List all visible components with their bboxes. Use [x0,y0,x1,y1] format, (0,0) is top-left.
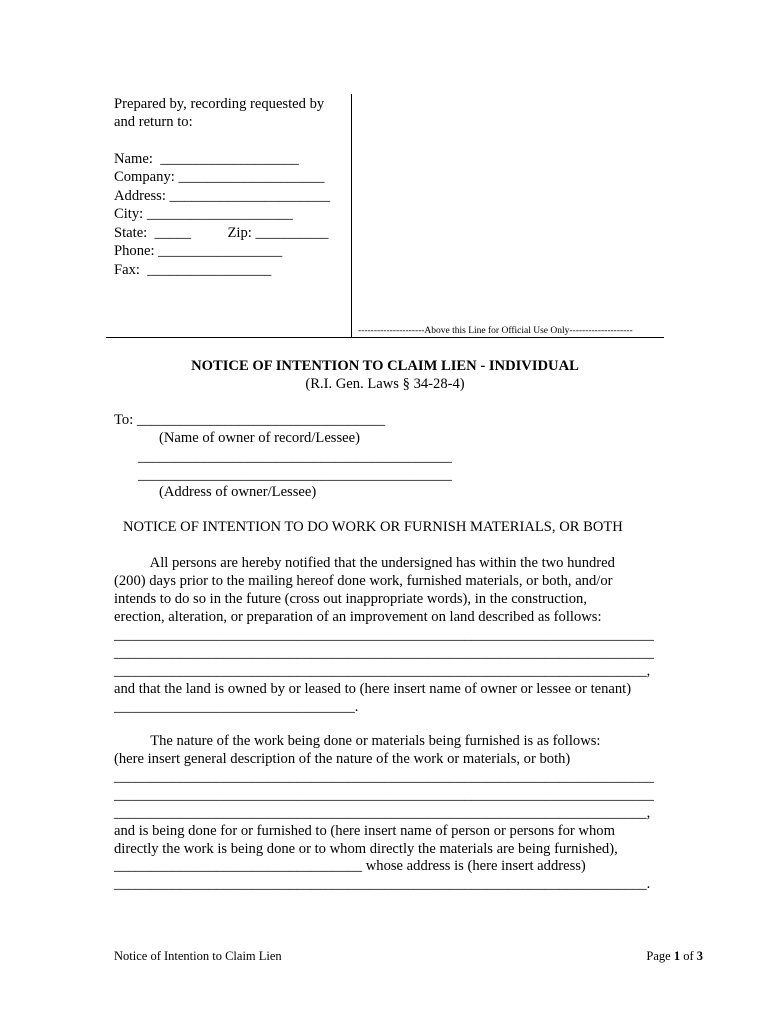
paragraph2-line: (here insert general description of the nature of the work or materials, or both) [114,751,571,767]
owner-address-line-2[interactable]: ___________________________________________ [138,467,452,483]
work-description-line-3[interactable]: _________________________________________________________________________, [114,805,651,821]
paragraph1-line: All persons are hereby notified that the undersigned has within the two hundred [114,555,615,571]
owner-lessee-name-line[interactable]: _________________________________. [114,699,359,715]
footer-document-name: Notice of Intention to Claim Lien [114,949,282,963]
name-field[interactable]: Name: ___________________ [114,151,299,167]
address-field[interactable]: Address: ______________________ [114,188,331,204]
page-word: Page [646,949,674,963]
company-field[interactable]: Company: ____________________ [114,169,325,185]
phone-field[interactable]: Phone: _________________ [114,243,283,259]
paragraph1-line: (200) days prior to the mailing hereof done work, furnished materials, or both, and/or [114,573,613,589]
state-zip-field[interactable]: State: _____ Zip: __________ [114,225,329,241]
notice-subtitle: NOTICE OF INTENTION TO DO WORK OR FURNISH MATERIALS, OR BOTH [123,519,623,535]
owner-address-line-1[interactable]: ___________________________________________ [138,449,452,465]
furnished-to-address-line[interactable]: _________________________________________________________________________. [114,876,651,892]
page-number: 1 [673,949,681,963]
paragraph2-line: and is being done for or furnished to (here insert name of person or persons for whom [114,823,615,839]
header-divider-horizontal [106,337,664,338]
work-description-line-1[interactable]: __________________________________________________________________________ [114,769,654,785]
page-indicator [646,948,703,964]
header-divider-vertical [351,94,352,338]
to-field[interactable]: To: __________________________________ [114,412,385,428]
paragraph2-line: directly the work is being done or to whom directly the materials are being furnished), [114,841,618,857]
city-field[interactable]: City: ____________________ [114,206,293,222]
paragraph1-line: erection, alteration, or preparation of an improvement on land described as follows: [114,609,602,625]
owner-address-caption: (Address of owner/Lessee) [159,484,317,500]
document-title: NOTICE OF INTENTION TO CLAIM LIEN - INDIVIDUAL [191,358,579,374]
land-description-line-1[interactable]: __________________________________________________________________________ [114,627,654,643]
work-description-line-2[interactable]: __________________________________________________________________________ [114,787,654,803]
prepared-by-line2: and return to: [114,114,193,130]
official-use-note: ---------------------Above this Line for Official Use Only-------------------- [358,326,633,336]
page-total: 3 [696,949,703,963]
paragraph1-line: and that the land is owned by or leased to (here insert name of owner or lessee or tenant) [114,681,632,697]
fax-field[interactable]: Fax: _________________ [114,262,272,278]
statute-citation: (R.I. Gen. Laws § 34-28-4) [305,376,465,392]
paragraph1-line: intends to do so in the future (cross out inappropriate words), in the construction, [114,591,587,607]
land-description-line-3[interactable]: _________________________________________________________________________, [114,663,651,679]
furnished-to-line[interactable]: __________________________________ whose address is (here insert address) [114,858,586,874]
prepared-by-line1: Prepared by, recording requested by [114,96,325,112]
land-description-line-2[interactable]: __________________________________________________________________________ [114,645,654,661]
paragraph2-line: The nature of the work being done or materials being furnished is as follows: [114,733,601,749]
of-word: of [680,949,697,963]
owner-name-caption: (Name of owner of record/Lessee) [159,430,360,446]
